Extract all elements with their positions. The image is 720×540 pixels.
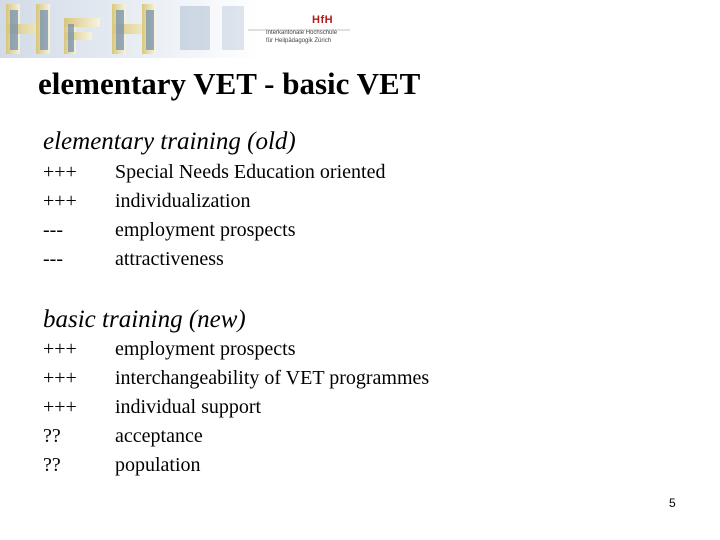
section-heading-new: basic training (new) bbox=[43, 306, 246, 333]
list-item-text: attractiveness bbox=[115, 248, 224, 270]
page-number: 5 bbox=[669, 496, 676, 510]
header-logo-banner bbox=[0, 0, 350, 58]
rating-mark: --- bbox=[43, 219, 63, 241]
rating-mark: ?? bbox=[43, 454, 61, 476]
list-item-text: individual support bbox=[115, 396, 262, 418]
rating-mark: +++ bbox=[43, 190, 77, 212]
rating-mark: +++ bbox=[43, 338, 77, 360]
hfh-subtitle-line-1: Interkantonale Hochschule bbox=[266, 30, 338, 36]
rating-mark: +++ bbox=[43, 367, 77, 389]
list-item-text: employment prospects bbox=[115, 338, 296, 360]
list-item-text: Special Needs Education oriented bbox=[115, 161, 386, 183]
list-item-text: population bbox=[115, 454, 201, 476]
rating-mark: +++ bbox=[43, 396, 77, 418]
section-heading-old: elementary training (old) bbox=[43, 128, 296, 155]
hfh-subtitle-line-2: für Heilpädagogik Zürich bbox=[266, 38, 332, 44]
rating-mark: +++ bbox=[43, 161, 77, 183]
rating-mark: ?? bbox=[43, 425, 61, 447]
list-item-text: individualization bbox=[115, 190, 251, 212]
hfh-logo-text: HfH bbox=[312, 14, 334, 26]
slide-title: elementary VET - basic VET bbox=[38, 66, 421, 101]
list-item-text: employment prospects bbox=[115, 219, 296, 241]
rating-mark: --- bbox=[43, 248, 63, 270]
list-item-text: interchangeability of VET programmes bbox=[115, 367, 430, 389]
hfh-logo-graphic bbox=[0, 0, 350, 58]
list-item-text: acceptance bbox=[115, 425, 203, 447]
